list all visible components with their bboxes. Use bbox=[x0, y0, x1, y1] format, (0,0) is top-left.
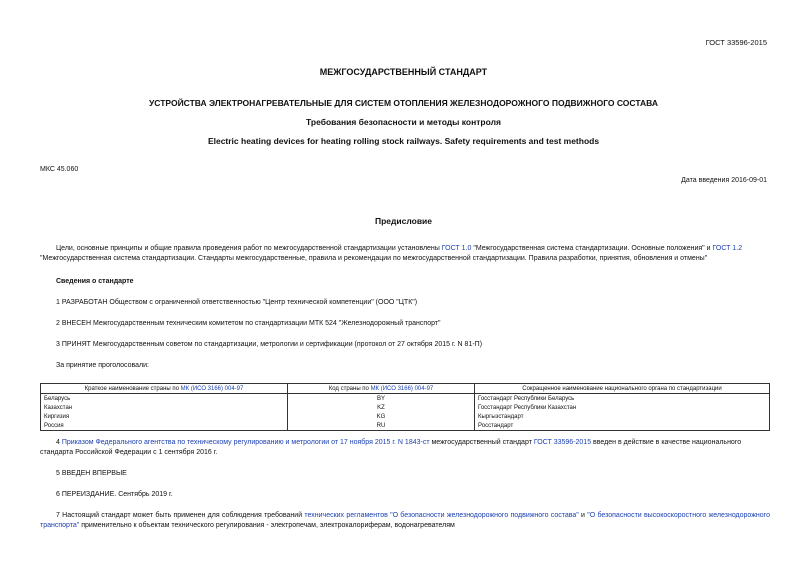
gost-33596-2015-link[interactable]: ГОСТ 33596-2015 bbox=[533, 439, 592, 446]
table-row bbox=[41, 403, 770, 412]
item-1-developed: 1 РАЗРАБОТАН Обществом с ограниченной ответственностью "Центр технической компетенции" (ООО "ЦТК") bbox=[56, 299, 418, 306]
table-header-row bbox=[41, 384, 770, 394]
voted-for-label: За принятие проголосовали: bbox=[56, 362, 149, 369]
gost-1-0-link[interactable]: ГОСТ 1.0 bbox=[441, 245, 472, 252]
technical-regulation-rolling-stock-link[interactable]: технических регламентов "О безопасности железнодорожного подвижного состава" bbox=[304, 512, 579, 519]
rosstandart-order-link[interactable]: Приказом Федерального агентства по техническому регулированию и метрологии от 17 ноября 2015 г. N 1843-ст bbox=[61, 439, 430, 446]
country-name: Россия bbox=[41, 421, 288, 431]
mks-code: МКС 45.060 bbox=[40, 166, 79, 173]
country-name: Казахстан bbox=[41, 403, 288, 412]
mk-iso-3166-link[interactable]: МК (ИСО 3166) 004-97 bbox=[180, 385, 244, 392]
introduction-date: Дата введения 2016-09-01 bbox=[681, 177, 767, 184]
item-2-submitted: 2 ВНЕСЕН Межгосударственным техническим комитетом по стандартизации МТК 524 "Железнодорожный транспорт" bbox=[56, 320, 441, 327]
standards-body: Госстандарт Республики Казахстан bbox=[475, 403, 770, 412]
voting-countries-table bbox=[40, 383, 770, 431]
table-row bbox=[41, 394, 770, 404]
item-7-applicability: 7 Настоящий стандарт может быть применен для соблюдения требований технических регламентов "О безопасности железнодорожного подвижного состава" и "О безопасности высокоскоростного железнодорожного транспорта" применительно к объектам технического регулирования - электропечам, электрокалориферам, водонагревателям bbox=[40, 512, 770, 529]
foreword-paragraph-1: Цели, основные принципы и общие правила проведения работ по межгосударственной стандартизации установлены ГОСТ 1.0 "Межгосударственная система стандартизации. Основные положения" и ГОСТ 1.2 "Межгосударственная система стандартизации. Стандарты межгосударственные, правила и рекомендации по межгосударственной стандартизации. Правила разработки, принятия, обновления и отмены" bbox=[40, 245, 743, 262]
item-3-adopted: 3 ПРИНЯТ Межгосударственным советом по стандартизации, метрологии и сертификации (протокол от 27 октября 2015 г. N 81-П) bbox=[56, 341, 483, 348]
header-country-name: Краткое наименование страны по МК (ИСО 3166) 004-97 bbox=[41, 384, 288, 394]
country-code: KG bbox=[288, 412, 475, 421]
document-code: ГОСТ 33596-2015 bbox=[705, 38, 767, 47]
item-6-reissue: 6 ПЕРЕИЗДАНИЕ. Сентябрь 2019 г. bbox=[56, 491, 173, 498]
item-5-first-introduced: 5 ВВЕДЕН ВПЕРВЫЕ bbox=[56, 470, 127, 477]
document-title: УСТРОЙСТВА ЭЛЕКТРОНАГРЕВАТЕЛЬНЫЕ ДЛЯ СИСТЕМ ОТОПЛЕНИЯ ЖЕЛЕЗНОДОРОЖНОГО ПОДВИЖНОГО СОСТАВА bbox=[149, 98, 658, 108]
table-row bbox=[41, 412, 770, 421]
technical-regulation-high-speed-link[interactable]: "О безопасности высокоскоростного железнодорожного транспорта" bbox=[40, 512, 770, 529]
standards-body: Росстандарт bbox=[475, 421, 770, 431]
item-4-enacted: 4 Приказом Федерального агентства по техническому регулированию и метрологии от 17 ноября 2015 г. N 1843-ст межгосударственный стандарт ГОСТ 33596-2015 введен в действие в качестве национального стандарта Российской Федерации с 1 сентября 2016 г. bbox=[40, 439, 742, 456]
standard-type: МЕЖГОСУДАРСТВЕННЫЙ СТАНДАРТ bbox=[319, 67, 488, 77]
gost-1-2-link[interactable]: ГОСТ 1.2 bbox=[712, 245, 743, 252]
standard-info-heading: Сведения о стандарте bbox=[56, 278, 134, 285]
country-name: Киргизия bbox=[41, 412, 288, 421]
country-name: Беларусь bbox=[41, 394, 288, 404]
foreword-heading: Предисловие bbox=[374, 216, 433, 226]
mk-iso-3166-link[interactable]: МК (ИСО 3166) 004-97 bbox=[370, 385, 434, 392]
country-code: BY bbox=[288, 394, 475, 404]
country-code: KZ bbox=[288, 403, 475, 412]
country-code: RU bbox=[288, 421, 475, 431]
standards-body: Госстандарт Республики Беларусь bbox=[475, 394, 770, 404]
header-country-code: Код страны по МК (ИСО 3166) 004-97 bbox=[288, 384, 475, 394]
document-title-english: Electric heating devices for heating rolling stock railways. Safety requirements and test methods bbox=[207, 136, 600, 146]
table-row bbox=[41, 421, 770, 431]
standards-body: Кыргызстандарт bbox=[475, 412, 770, 421]
header-standards-body: Сокращенное наименование национального органа по стандартизации bbox=[475, 384, 770, 394]
document-subtitle: Требования безопасности и методы контроля bbox=[306, 117, 501, 127]
